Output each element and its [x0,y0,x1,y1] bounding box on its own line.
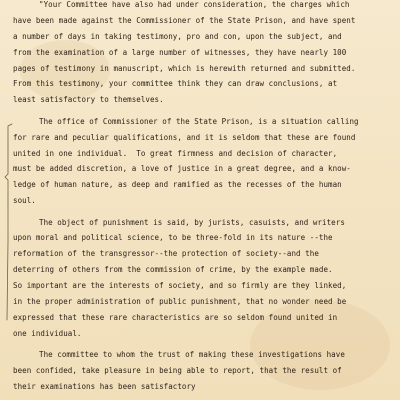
text-line: The office of Commissioner of the State Prison, is a situation calling [39,116,359,126]
text-line: reformation of the transgressor--the protection of society--and the [13,249,319,259]
text-line: for rare and peculiar qualifications, and it is seldom that these are found [13,132,356,142]
text-line: soul. [13,196,36,206]
text-line: upon moral and political science, to be three-fold in its nature --the [13,233,333,243]
text-line: expressed that these rare characteristics are so seldom found united in [13,312,338,322]
text-line: a number of days in taking testimony, pro and con, upon the subject, and [13,31,342,41]
text-line: ledge of human nature, as deep and ramified as the recesses of the human [13,180,342,190]
text-line: one individual. [13,328,82,338]
text-line: least satisfactory to themselves. [13,95,164,105]
text-line: in the proper administration of public punishment, that no wonder need be [13,297,347,307]
text-line: From this testimony, your committee think they can draw conclusions, at [13,79,338,89]
text-line: been confided, take pleasure in being able to report, that the result of [13,366,342,376]
text-line: have been made against the Commissioner of the State Prison, and have spent [13,15,356,25]
text-line: pages of testimony in manuscript, which is herewith returned and submitted. [13,63,356,73]
text-line: must be added discretion, a love of justice in a great degree, and a know- [13,164,351,174]
text-line: united in one individual. To great firmness and decision of character, [13,148,338,158]
text-line: "Your Committee have also had under consideration, the charges which [39,0,350,9]
text-line: from the examination of a large number of witnesses, they have nearly 100 [13,47,347,57]
text-line: their examinations has been satisfactory [13,381,196,391]
body-text [13,0,393,395]
text-line: deterring of others from the commission of crime, by the example made. [13,265,333,275]
text-line: So important are the interests of society, and so firmly are they linked, [13,281,347,291]
text-line: The object of punishment is said, by jurists, casuists, and writers [39,217,345,227]
text-line: The committee to whom the trust of making these investigations have [39,350,345,360]
